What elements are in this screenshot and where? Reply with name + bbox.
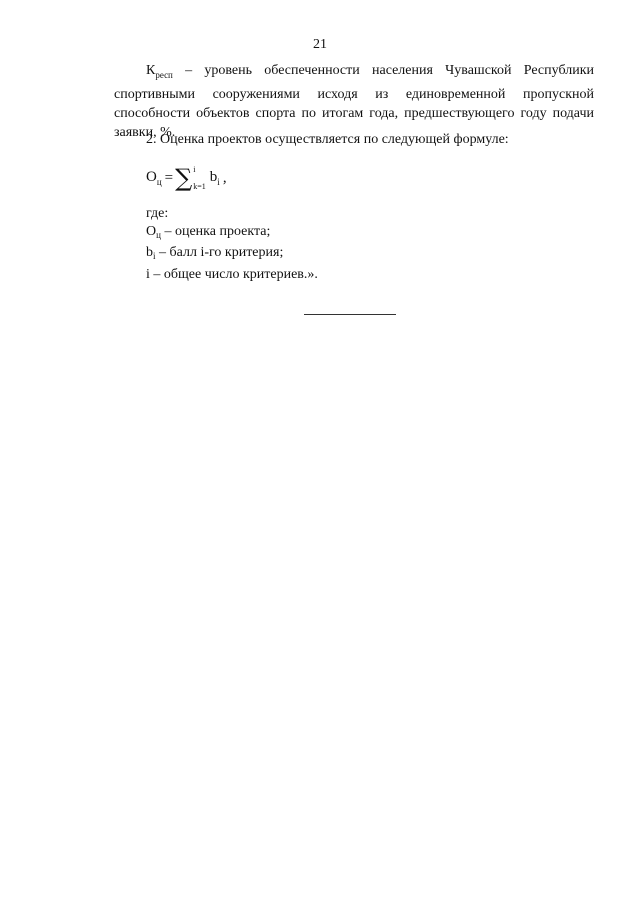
paragraph-formula-intro: 2. Оценка проектов осуществляется по следующей формуле: bbox=[146, 132, 509, 147]
scoring-formula bbox=[146, 160, 227, 196]
page-number: 21 bbox=[313, 37, 327, 52]
definition-item: i – общее число критериев.». bbox=[146, 266, 318, 282]
coverage-definition-text: – уровень обеспеченности населения Чувашской Республики спортивными сооружениями исходя из единовременной пропускной способности объектов спорта по итогам года, предшествующего году подачи заявки, %. bbox=[114, 63, 594, 140]
formula-equals: = bbox=[164, 169, 174, 186]
definitions-intro: где: bbox=[146, 206, 169, 221]
lower-limit: k=1 bbox=[193, 182, 206, 191]
sigma-symbol: ∑ bbox=[175, 164, 193, 192]
upper-limit: i bbox=[193, 165, 196, 174]
summation bbox=[175, 165, 206, 191]
end-divider-line bbox=[304, 314, 396, 315]
formula-term: $b_i$ bbox=[209, 169, 220, 187]
definition-item: $О_ц$ – оценка проекта; bbox=[146, 223, 271, 240]
summation-limits bbox=[193, 165, 206, 191]
formula-definitions bbox=[146, 205, 318, 287]
definition-item: $b_i$ – балл i-го критерия; bbox=[146, 245, 284, 261]
formula-lhs: $О_ц$ bbox=[146, 169, 162, 187]
formula-comma: , bbox=[222, 169, 227, 186]
symbol-k-resp: $К_{респ}$ bbox=[146, 63, 173, 80]
